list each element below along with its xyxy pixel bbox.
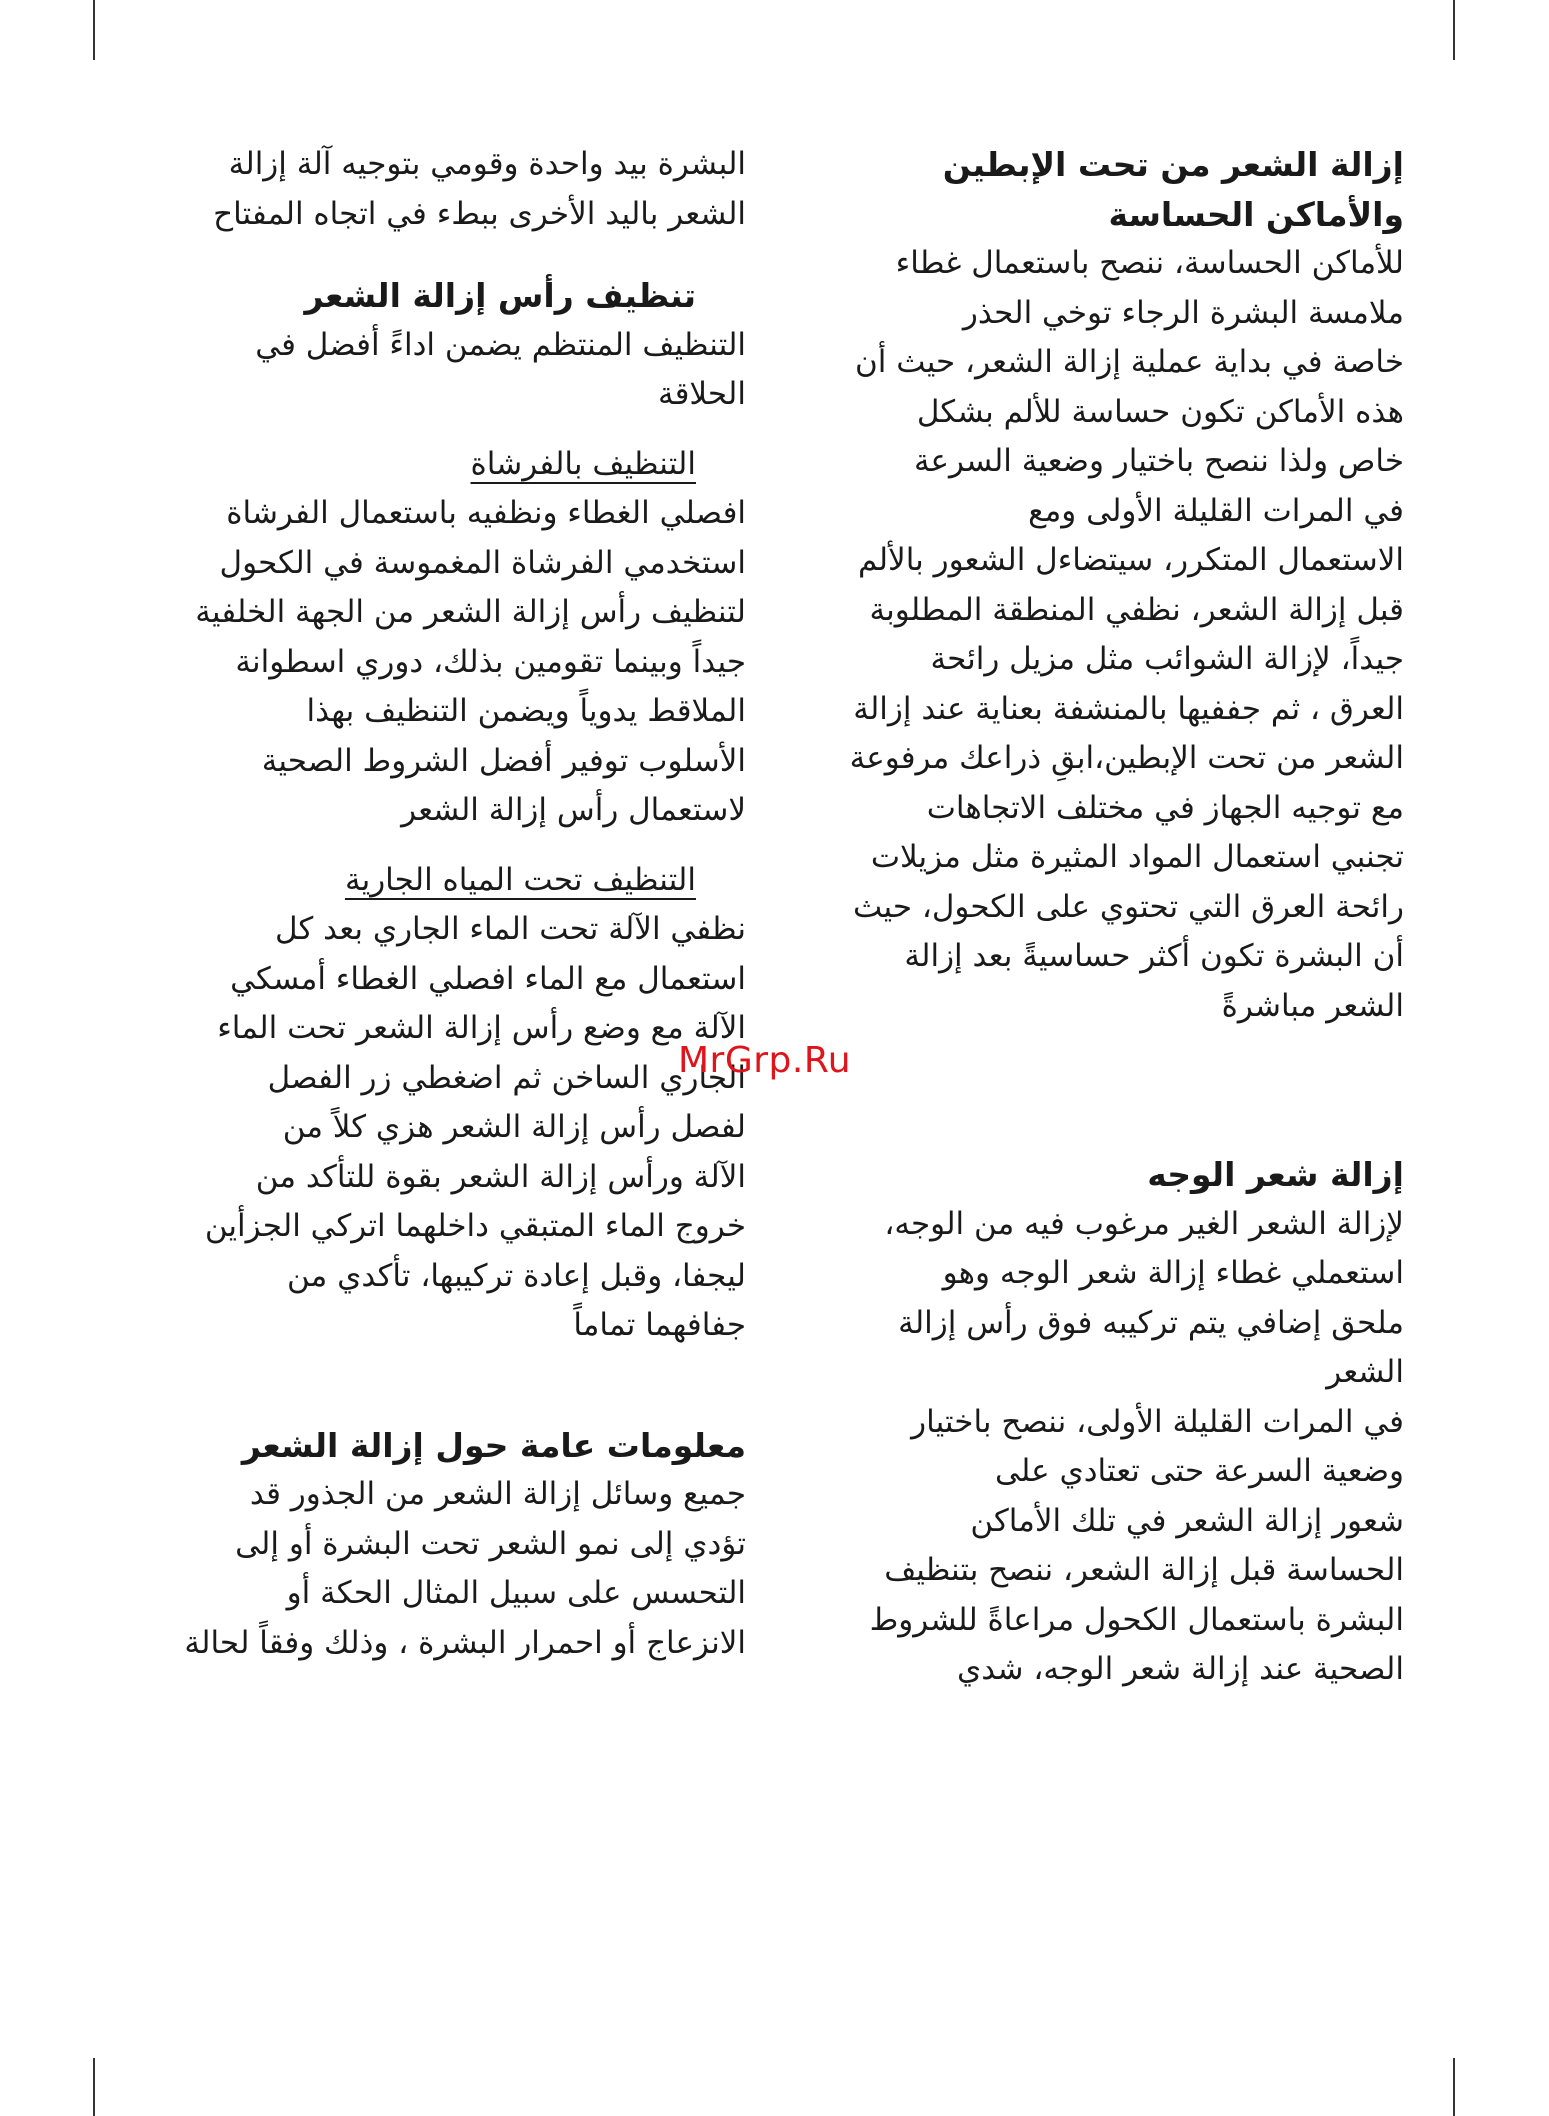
text-line: نظفي الآلة تحت الماء الجاري بعد كل	[275, 911, 746, 947]
text-line: جيداً وبينما تقومين بذلك، دوري اسطوانة	[235, 643, 746, 680]
section-heading-underarm: إزالة الشعر من تحت الإبطين	[942, 145, 1404, 184]
text-line: قبل إزالة الشعر، نظفي المنطقة المطلوبة	[869, 591, 1404, 628]
crop-mark-top-left	[93, 0, 95, 60]
text-line: الاستعمال المتكرر، سيتضاءل الشعور بالألم	[857, 542, 1404, 578]
text-line: لاستعمال رأس إزالة الشعر	[401, 792, 746, 828]
text-line: لإزالة الشعر الغير مرغوب فيه من الوجه،	[884, 1205, 1404, 1242]
section-heading-cleaning: تنظيف رأس إزالة الشعر	[304, 276, 696, 315]
text-line: مع توجيه الجهاز في مختلف الاتجاهات	[926, 789, 1404, 826]
text-line: الشعر من تحت الإبطين،ابقِ ذراعك مرفوعة	[849, 740, 1404, 776]
text-line: ليجفا، وقبل إعادة تركيبها، تأكدي من	[287, 1257, 746, 1294]
watermark-text: MrGrp.Ru	[678, 1040, 852, 1081]
text-line: لفصل رأس إزالة الشعر هزي كلاً من	[282, 1109, 746, 1145]
text-line: استعملي غطاء إزالة شعر الوجه وهو	[942, 1255, 1404, 1291]
text-line: استعمال مع الماء افصلي الغطاء أمسكي	[230, 960, 746, 997]
text-line: الحساسة قبل إزالة الشعر، ننصح بتنظيف	[884, 1552, 1404, 1588]
text-line: ملحق إضافي يتم تركيبه فوق رأس إزالة	[898, 1304, 1404, 1341]
text-line: خاص ولذا ننصح باختيار وضعية السرعة	[913, 443, 1404, 479]
subheading-brush: التنظيف بالفرشاة	[470, 445, 696, 482]
text-line: في المرات القليلة الأولى ومع	[1028, 492, 1404, 529]
section-heading-underarm-2: والأماكن الحساسة	[1108, 194, 1404, 234]
text-line: تجنبي استعمال المواد المثيرة مثل مزيلات	[870, 839, 1404, 875]
text-line: جفافهما تماماً	[573, 1307, 746, 1343]
text-line: أن البشرة تكون أكثر حساسيةً بعد إزالة	[904, 938, 1404, 974]
text-line: التنظيف المنتظم يضمن اداءً أفضل في	[255, 326, 746, 363]
crop-mark-top-right	[1453, 0, 1455, 60]
text-line: لتنظيف رأس إزالة الشعر من الجهة الخلفية	[195, 594, 746, 630]
text-line: الشعر مباشرةً	[1221, 987, 1404, 1024]
text-line: الشعر باليد الأخرى ببطء في اتجاه المفتاح	[213, 195, 746, 232]
cleaning-paragraph	[126, 321, 746, 420]
face-paragraph	[784, 1200, 1404, 1695]
text-line: وضعية السرعة حتى تعتادي على	[995, 1453, 1404, 1489]
text-line: الأسلوب توفير أفضل الشروط الصحية	[261, 742, 746, 779]
text-line: الشعر	[1326, 1354, 1404, 1390]
text-line: جميع وسائل إزالة الشعر من الجذور قد	[249, 1476, 746, 1512]
text-line: هذه الأماكن تكون حساسة للألم بشكل	[916, 393, 1404, 430]
text-line: الانزعاج أو احمرار البشرة ، وذلك وفقاً لحالة	[184, 1624, 746, 1661]
text-line: للأماكن الحساسة، ننصح باستعمال غطاء	[895, 245, 1404, 281]
subheading-water: التنظيف تحت المياه الجارية	[344, 861, 696, 898]
text-line: البشرة بيد واحدة وقومي بتوجيه آلة إزالة	[228, 146, 746, 182]
text-line: رائحة العرق التي تحتوي على الكحول، حيث	[853, 888, 1404, 925]
section-heading-general: معلومات عامة حول إزالة الشعر	[241, 1425, 746, 1465]
text-line: الصحية عند إزالة شعر الوجه، شدي	[957, 1651, 1404, 1687]
text-line: شعور إزالة الشعر في تلك الأماكن	[970, 1502, 1404, 1539]
right-column	[784, 140, 1404, 1695]
text-line: استخدمي الفرشاة المغموسة في الكحول	[219, 544, 746, 581]
text-line: العرق ، ثم جففيها بالمنشفة بعناية عند إزالة	[853, 690, 1404, 727]
text-line: البشرة باستعمال الكحول مراعاةً للشروط	[869, 1601, 1404, 1638]
underarm-paragraph	[784, 239, 1404, 1031]
crop-mark-bottom-right	[1453, 2058, 1455, 2116]
crop-mark-bottom-left	[93, 2058, 95, 2116]
text-line: الحلاقة	[657, 376, 746, 412]
text-line: ملامسة البشرة الرجاء توخي الحذر	[962, 294, 1404, 331]
text-line: التحسس على سبيل المثال الحكة أو	[286, 1575, 746, 1611]
brush-paragraph	[126, 489, 746, 836]
water-paragraph	[126, 905, 746, 1351]
text-line: الآلة مع وضع رأس إزالة الشعر تحت الماء	[217, 1010, 746, 1046]
text-line: الآلة ورأس إزالة الشعر بقوة للتأكد من	[255, 1158, 746, 1195]
text-line: تؤدي إلى نمو الشعر تحت البشرة أو إلى	[235, 1525, 746, 1562]
left-column	[126, 140, 746, 1668]
intro-paragraph	[126, 140, 746, 239]
text-line: الملاقط يدوياً ويضمن التنظيف بهذا	[306, 693, 746, 729]
text-line: خاصة في بداية عملية إزالة الشعر، حيث أن	[855, 344, 1404, 380]
text-line: افصلي الغطاء ونظفيه باستعمال الفرشاة	[226, 495, 746, 531]
general-paragraph	[126, 1470, 746, 1668]
text-line: في المرات القليلة الأولى، ننصح باختيار	[911, 1403, 1404, 1440]
text-line: خروج الماء المتبقي داخلهما اتركي الجزأين	[204, 1208, 746, 1244]
section-heading-face: إزالة شعر الوجه	[1147, 1155, 1404, 1194]
text-line: جيداً، لإزالة الشوائب مثل مزيل رائحة	[930, 641, 1404, 677]
text-line: الجاري الساخن ثم اضغطي زر الفصل	[267, 1059, 746, 1096]
